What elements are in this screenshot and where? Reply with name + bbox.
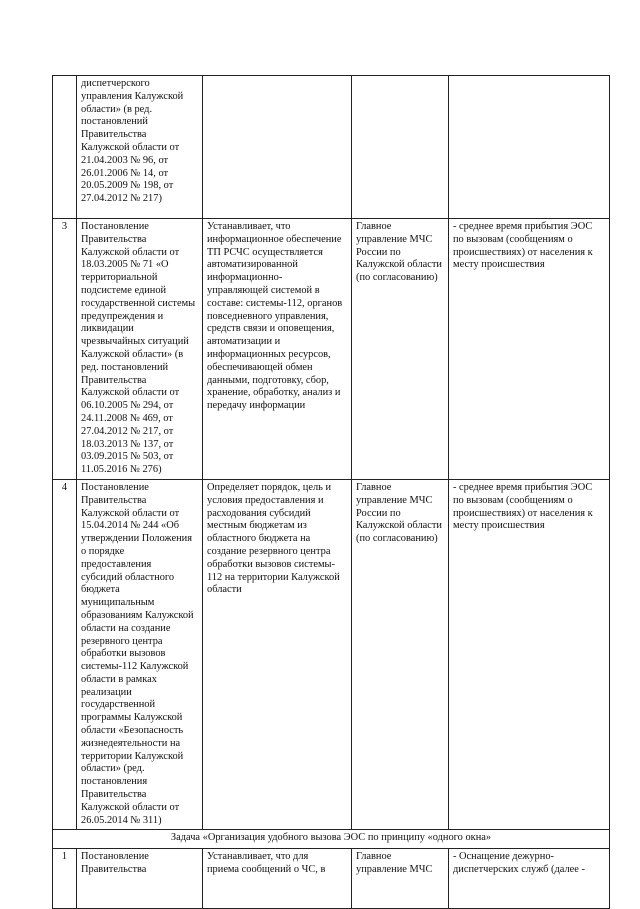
task-heading: Задача «Организация удобного вызова ЭОС по принципу «одного окна» xyxy=(53,830,610,849)
indicator-cell xyxy=(449,76,610,219)
indicator-cell: - среднее время прибытия ЭОС по вызовам (сообщениям о происшествиях) от населения к месту происшествия xyxy=(449,479,610,830)
executor-cell: Главное управление МЧС xyxy=(352,849,449,909)
row-number: 3 xyxy=(53,219,77,480)
row-number: 4 xyxy=(53,479,77,830)
normative-act-cell: Постановление Правительства Калужской области от 15.04.2014 № 244 «Об утверждении Положения о порядке предоставления субсидий областного бюджета муниципальным образованиям Калужской области на создание резервного центра обработки вызовов системы-112 Калужской области в рамках реализации государственной программы Калужской области «Безопасность жизнедеятельности на территории Калужской области» (ред. постановления Правительства Калужской области от 26.05.2014 № 311) xyxy=(77,479,203,830)
program-table xyxy=(52,75,610,909)
content-cell: Определяет порядок, цель и условия предоставления и расходования субсидий местным бюджетам из областного бюджета на создание резервного центра обработки вызовов системы- 112 на территории Калужской области xyxy=(203,479,352,830)
normative-act-cell: Постановление Правительства xyxy=(77,849,203,909)
executor-cell xyxy=(352,76,449,219)
normative-act-cell: Постановление Правительства Калужской области от 18.03.2005 № 71 «О территориальной подсистеме единой государственной системы предупреждения и ликвидации чрезвычайных ситуаций Калужской области» (в ред. постановлений Правительства Калужской области от 06.10.2005 № 294, от 24.11.2008 № 469, от 27.04.2012 № 217, от 18.03.2013 № 137, от 03.09.2015 № 503, от 11.05.2016 № 276) xyxy=(77,219,203,480)
task-heading-row xyxy=(53,830,610,849)
table-row-1 xyxy=(53,849,610,909)
executor-cell: Главное управление МЧС России по Калужской области (по согласованию) xyxy=(352,479,449,830)
row-number xyxy=(53,76,77,219)
row-number: 1 xyxy=(53,849,77,909)
executor-cell: Главное управление МЧС России по Калужской области (по согласованию) xyxy=(352,219,449,480)
indicator-cell: - среднее время прибытия ЭОС по вызовам (сообщениям о происшествиях) от населения к месту происшествия xyxy=(449,219,610,480)
table-row-continued xyxy=(53,76,610,219)
content-cell: Устанавливает, что для приема сообщений о ЧС, в xyxy=(203,849,352,909)
indicator-cell: - Оснащение дежурно- диспетчерских служб (далее - xyxy=(449,849,610,909)
content-cell xyxy=(203,76,352,219)
table-row-4 xyxy=(53,479,610,830)
normative-act-cell: диспетчерского управления Калужской области» (в ред. постановлений Правительства Калужской области от 21.04.2003 № 96, от 26.01.2006 № 14, от 20.05.2009 № 198, от 27.04.2012 № 217) xyxy=(77,76,203,219)
table-row-3 xyxy=(53,219,610,480)
content-cell: Устанавливает, что информационное обеспечение ТП РСЧС осуществляется автоматизированной информационно- управляющей системой в составе: системы-112, органов повседневного управления, средств связи и оповещения, автоматизации и информационных ресурсов, обеспечивающей обмен данными, подготовку, сбор, хранение, обработку, анализ и передачу информации xyxy=(203,219,352,480)
